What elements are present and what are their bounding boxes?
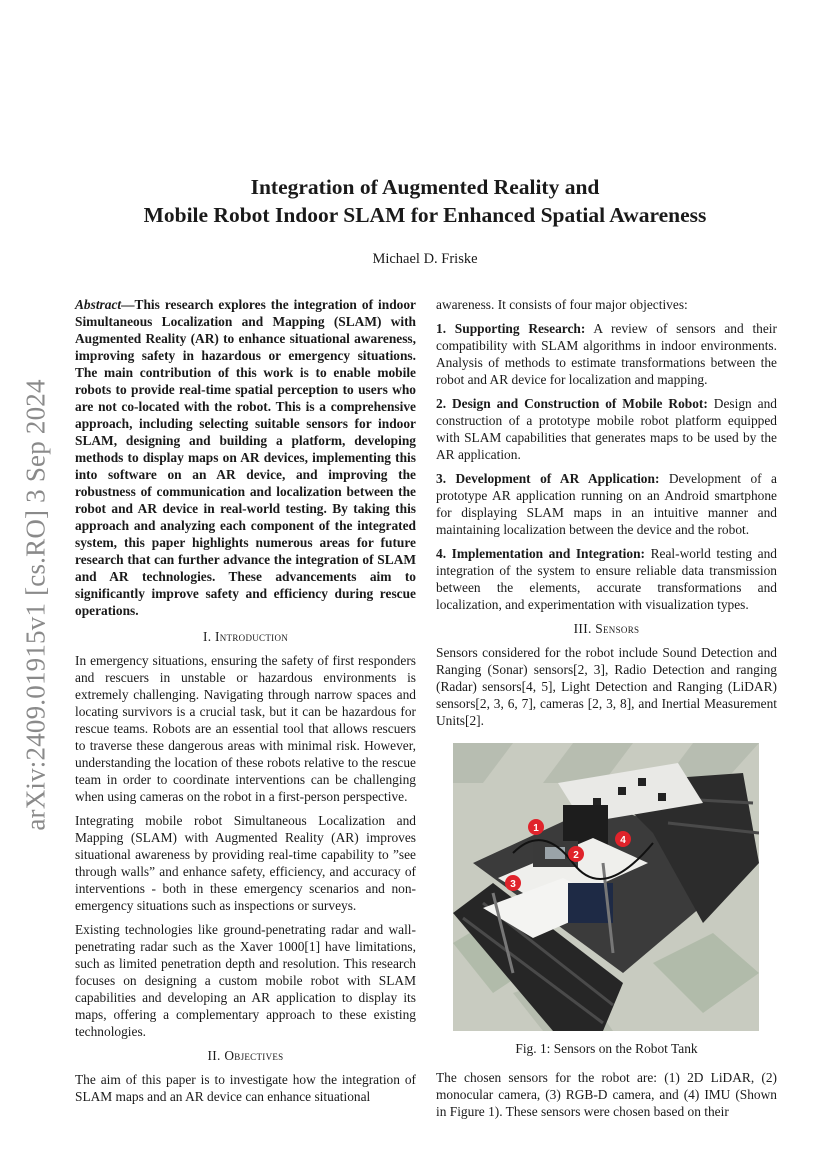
intro-paragraph-3: Existing technologies like ground-penetrating radar and wall-penetrating radar such as the Xaver 1000[1] have limitations, such as limited penetration depth and resolution. This research focuses on designing a custom mobile robot with SLAM capabilities and developing an AR application to display its maps, offering a complementary approach to these existing technologies. <box>75 922 416 1039</box>
objectives-intro-part-1: The aim of this paper is to investigate how the integration of SLAM maps and an AR device can enhance situational <box>75 1072 416 1104</box>
marker-2-label: 2 <box>573 850 579 861</box>
title-line-2: Mobile Robot Indoor SLAM for Enhanced Spatial Awareness <box>143 203 707 227</box>
objective-1 <box>436 320 777 388</box>
robot-tank-photo <box>453 743 759 1031</box>
arxiv-identifier <box>8 370 63 840</box>
arxiv-id-text: arXiv:2409.01915v1 [cs.RO] 3 Sep 2024 <box>20 379 50 831</box>
marker-1-label: 1 <box>533 823 539 834</box>
marker-4-label: 4 <box>620 835 626 846</box>
left-column <box>75 296 416 1112</box>
objective-2-head: 2. Design and Construction of Mobile Robot: <box>436 396 708 411</box>
robot-tank-illustration <box>453 743 759 1031</box>
objective-2 <box>436 395 777 463</box>
abstract-text: —This research explores the integration of indoor Simultaneous Localization and Mapping (SLAM) with Augmented Reality (AR) to enhance situational awareness, improving safety in hazardous or emergency situations. The main contribution of this work is to enable mobile robots to provide real-time spatial perception to users who are not co-located with the robot. This is a comprehensive approach, including selecting suitable sensors for indoor SLAM, designing and building a platform, developing methods to display maps on AR devices, implementing this into software on an AR device, and improving the robustness of communication and localization between the robot and AR device in real-world testing. By taking this approach and analyzing each component of the integrated system, this paper highlights numerous areas for future research that can further advance the integration of SLAM and AR technologies. These advancements aim to significantly improve safety and efficiency during rescue operations. <box>75 297 416 618</box>
marker-3-label: 3 <box>510 879 516 890</box>
figure-caption: Fig. 1: Sensors on the Robot Tank <box>515 1041 698 1056</box>
objectives-intro-part-2: awareness. It consists of four major objectives: <box>436 297 688 312</box>
section-introduction-title: I. Introduction <box>202 629 289 644</box>
objective-1-head: 1. Supporting Research: <box>436 321 586 336</box>
sensors-paragraph-2: The chosen sensors for the robot are: (1) 2D LiDAR, (2) monocular camera, (3) RGB-D camera, and (4) IMU (Shown in Figure 1). These sensors were chosen based on their <box>436 1070 777 1119</box>
objective-3 <box>436 470 777 538</box>
intro-paragraph-1: In emergency situations, ensuring the safety of first responders and rescuers in unstable or hazardous environments is extremely challenging. Navigating through narrow spaces and locating survivors is a crucial task, but it can be hazardous for rescue teams. Robots are an essential tool that allows rescuers to traverse these dangerous areas with minimal risk. However, understanding the location of these robots relative to the rescue team in order to coordinate interventions can be challenging when using cameras on the robot in a first-person perspective. <box>75 653 416 804</box>
abstract <box>75 296 416 619</box>
objective-4-text: Real-world testing and integration of the system to ensure reliable data transmission between the elements, accurate transformations and localization, and experimentation with visualization types. <box>436 546 777 612</box>
objective-3-head: 3. Development of AR Application: <box>436 471 660 486</box>
sensors-paragraph-1: Sensors considered for the robot include Sound Detection and Ranging (Sonar) sensors[2, 3], Radio Detection and ranging (Radar) sensors[4, 5], Light Detection and Ranging (LiDAR) sensors[2, 3, 6, 7], cameras [2, 3, 8], and Inertial Measurement Units[2]. <box>436 645 777 728</box>
objective-2-text: Design and construction of a prototype mobile robot platform equipped with SLAM capabilities that generates maps to be used by the AR application. <box>436 396 777 462</box>
objective-4-head: 4. Implementation and Integration: <box>436 546 646 561</box>
intro-paragraph-2: Integrating mobile robot Simultaneous Localization and Mapping (SLAM) with Augmented Reality (AR) improves situational awareness by providing real-time capability to ”see through walls” and enhance safety, efficiency, and accuracy of interventions - both in these emergency scenarios and non-emergency situations such as inspections or surveys. <box>75 813 416 913</box>
title-line-1: Integration of Augmented Reality and <box>250 175 600 199</box>
objective-4 <box>436 545 777 613</box>
objective-1-text: A review of sensors and their compatibility with SLAM algorithms in indoor environments. Analysis of methods to estimate transformations between the robot and AR device for localization and mapping. <box>436 321 777 387</box>
abstract-label: Abstract <box>75 297 122 312</box>
author-name: Michael D. Friske <box>372 251 478 267</box>
section-sensors-title: III. Sensors <box>573 621 640 636</box>
right-column <box>436 296 777 1127</box>
objective-3-text: Development of a prototype AR application running on an Android smartphone for displaying SLAM maps in an intuitive manner and maintaining localization between the device and the robot. <box>436 471 777 537</box>
section-objectives-title: II. Objectives <box>207 1048 284 1063</box>
paper-title <box>70 173 780 229</box>
